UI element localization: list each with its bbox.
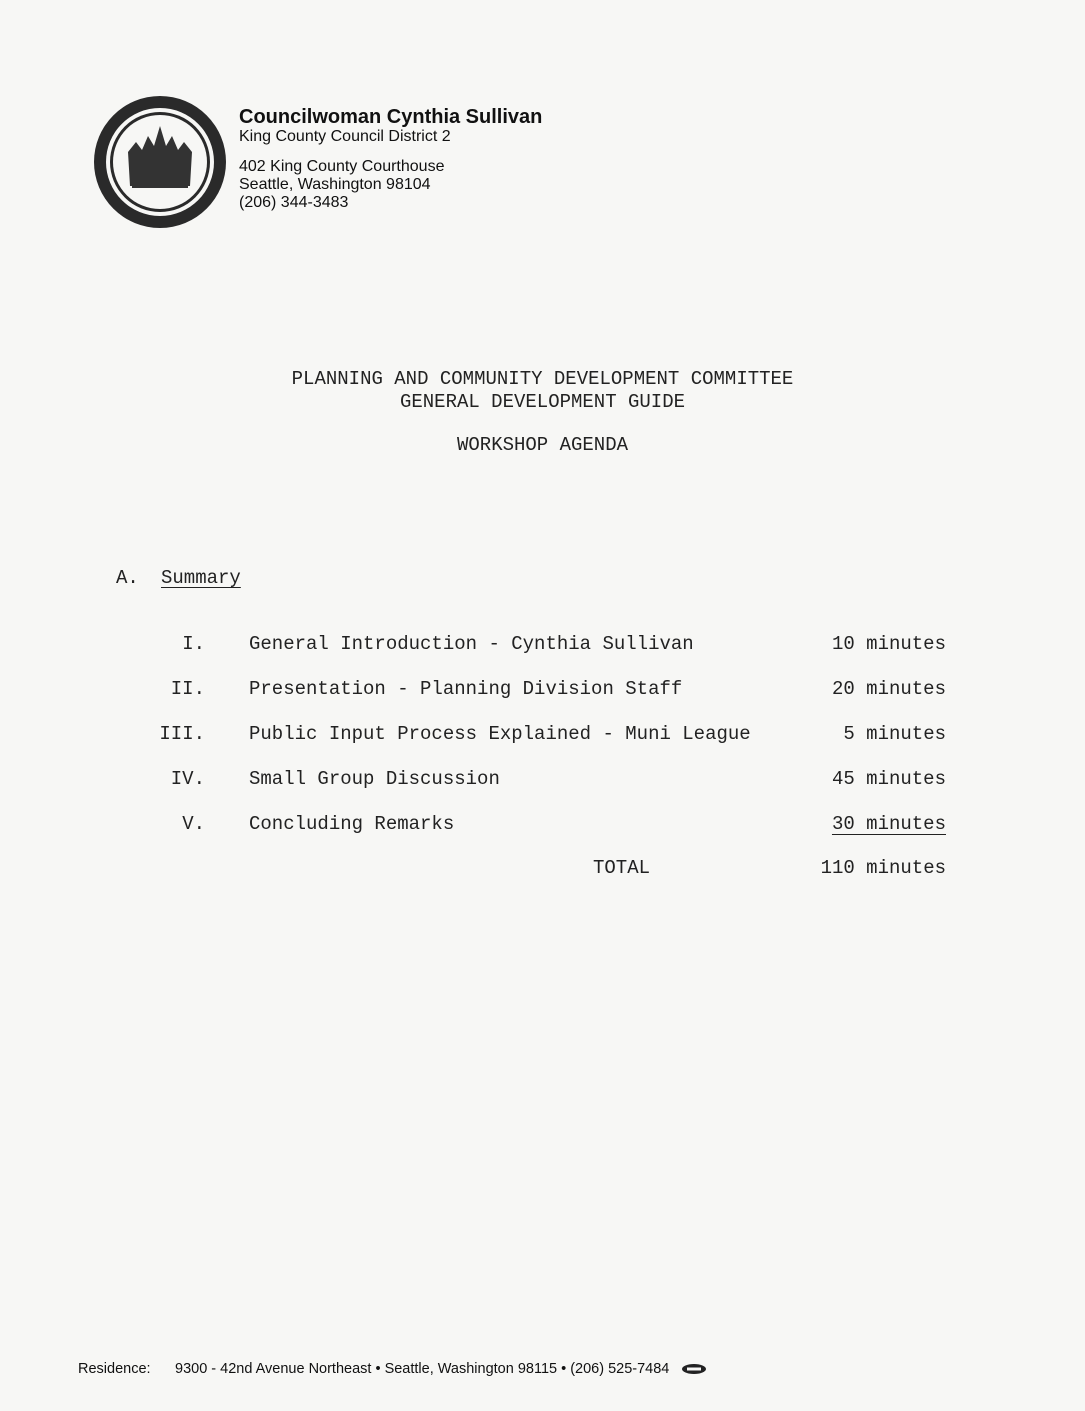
agenda-item: General Introduction - Cynthia Sullivan [249, 633, 694, 655]
agenda-row [0, 768, 1085, 794]
committee-title: PLANNING AND COMMUNITY DEVELOPMENT COMMITTEE [291, 368, 794, 390]
agenda-number: V. [182, 813, 205, 835]
office-phone: (206) 344-3483 [239, 194, 349, 211]
document-title [0, 368, 1085, 414]
guide-title: GENERAL DEVELOPMENT GUIDE [399, 391, 686, 413]
king-county-crown-seal-icon [92, 94, 228, 230]
residence-address: 9300 - 42nd Avenue Northeast • Seattle, Washington 98115 • (206) 525-7484 [175, 1361, 670, 1377]
section-title: Summary [161, 567, 241, 589]
agenda-duration: 20 minutes [831, 678, 946, 700]
residence-footer [78, 1361, 707, 1377]
agenda-number: I. [182, 633, 205, 655]
total-label: TOTAL [593, 857, 651, 879]
address-line-1: 402 King County Courthouse [239, 158, 445, 175]
agenda-item: Small Group Discussion [249, 768, 500, 790]
councilwoman-name: Councilwoman Cynthia Sullivan [239, 106, 543, 128]
agenda-item: Presentation - Planning Division Staff [249, 678, 683, 700]
agenda-duration: 5 minutes [843, 723, 946, 745]
agenda-duration: 45 minutes [831, 768, 946, 790]
agenda-row [0, 678, 1085, 704]
workshop-agenda-heading: WORKSHOP AGENDA [456, 434, 629, 456]
section-letter: A. [116, 567, 139, 589]
council-district: King County Council District 2 [239, 128, 451, 145]
agenda-number: III. [159, 723, 205, 745]
union-label-icon [681, 1363, 707, 1375]
agenda-duration: 10 minutes [831, 633, 946, 655]
residence-label: Residence: [78, 1361, 151, 1377]
address-line-2: Seattle, Washington 98104 [239, 176, 431, 193]
total-duration: 110 minutes [820, 857, 946, 879]
agenda-number: IV. [170, 768, 205, 790]
agenda-row [0, 813, 1085, 839]
letterhead-text [239, 106, 639, 212]
agenda-duration: 30 minutes [831, 813, 946, 835]
section-heading [116, 567, 241, 589]
agenda-item: Public Input Process Explained - Muni League [249, 723, 751, 745]
agenda-row [0, 723, 1085, 749]
agenda-item: Concluding Remarks [249, 813, 455, 835]
agenda-row [0, 633, 1085, 659]
agenda-number: II. [170, 678, 205, 700]
